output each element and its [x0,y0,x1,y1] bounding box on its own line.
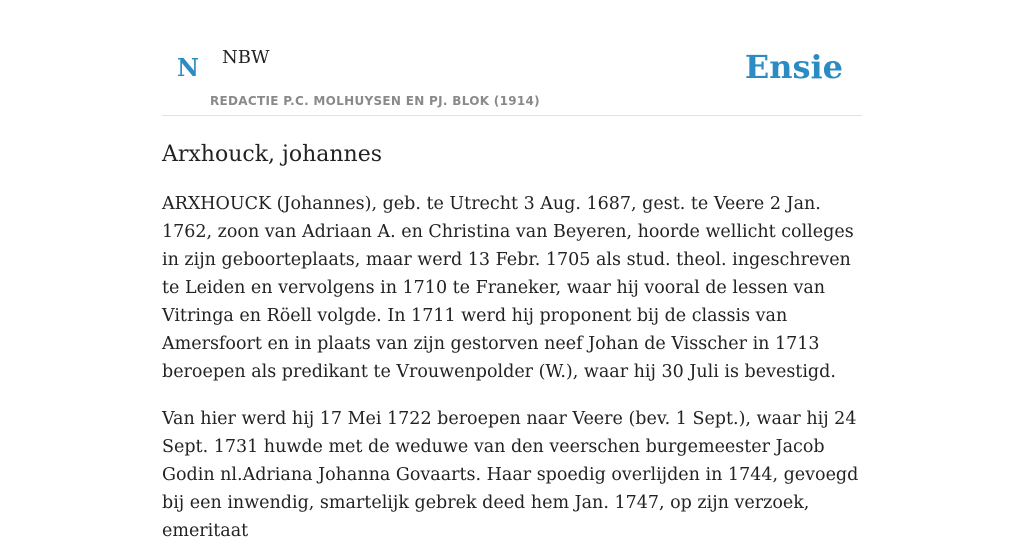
source-logo[interactable]: N [177,53,199,82]
article-paragraph-1: ARXHOUCK (Johannes), geb. te Utrecht 3 Aug. 1687, gest. te Veere 2 Jan. 1762, zoon van Adriaan A. en Christina van Beyeren, hoorde wellicht colleges in zijn geboorteplaats, maar werd 13 Febr. 1705 als stud. theol. ingeschreven te Leiden en vervolgens in 1710 te Franeker, waar hij vooral de lessen van Vitringa en Röell volgde. In 1711 werd hij proponent bij de classis van Amersfoort en in plaats van zijn gestorven neef Johan de Visscher in 1713 beroepen als predikant te Vrouwenpolder (W.), waar hij 30 Juli is bevestigd. [162,194,854,383]
source-header [162,0,862,116]
source-title[interactable]: NBW [222,47,270,68]
source-editors: REDACTIE P.C. MOLHUYSEN EN PJ. BLOK (1914) [210,94,540,108]
article-paragraph-2: Van hier werd hij 17 Mei 1722 beroepen naar Veere (bev. 1 Sept.), waar hij 24 Sept. 1731 huwde met de weduwe van den veerschen burgemeester Jacob Godin nl.Adriana Johanna Govaarts. Haar spoedig overlijden in 1744, gevoegd bij een inwendig, smartelijk gebrek deed hem Jan. 1747, op zijn verzoek, emeritaat [162,409,859,542]
ensie-logo-link[interactable]: Ensie [744,48,843,86]
document-page [162,0,862,545]
article-title: Arxhouck, johannes [162,142,383,167]
